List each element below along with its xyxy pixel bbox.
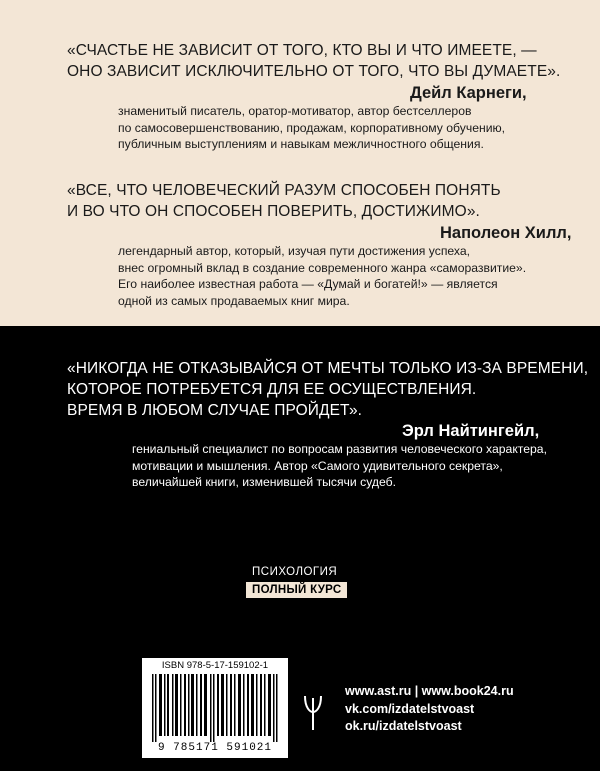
quote-2-line-2: И ВО ЧТО ОН СПОСОБЕН ПОВЕРИТЬ, ДОСТИЖИМО». — [67, 203, 480, 220]
series-label — [246, 566, 358, 598]
quote-3-description — [132, 441, 547, 491]
quote-2-desc-line-3: Его наиболее известная работа — «Думай и богатей!» — является — [118, 277, 498, 291]
quote-1-desc-line-1: знаменитый писатель, оратор-мотиватор, автор бестселлеров — [118, 104, 472, 118]
quote-2-author: Наполеон Хилл, — [440, 224, 572, 242]
quote-1-description — [118, 103, 505, 153]
quote-3-author-name: Эрл Найтингейл — [402, 422, 535, 440]
quote-1-author: Дейл Карнеги, — [410, 84, 527, 102]
publisher-links — [345, 683, 514, 736]
quote-1-desc-line-2: по самосовершенствованию, продажам, корпоративному обучению, — [118, 120, 506, 135]
quote-1-author-name: Дейл Карнеги — [410, 84, 523, 102]
quote-3-author: Эрл Найтингейл, — [402, 422, 540, 440]
link-vk[interactable]: vk.com/izdatelstvoast — [345, 701, 475, 716]
quote-2 — [67, 180, 501, 222]
link-ok[interactable]: ok.ru/izdatelstvoast — [345, 719, 462, 733]
quote-2-line-1: «ВСЕ, ЧТО ЧЕЛОВЕЧЕСКИЙ РАЗУМ СПОСОБЕН ПОНЯТЬ — [67, 182, 501, 199]
quote-3-line-3: ВРЕМЯ В ЛЮБОМ СЛУЧАЕ ПРОЙДЕТ». — [67, 402, 363, 419]
isbn-text: ISBN 978-5-17-159102-1 — [161, 660, 269, 671]
series-line-2: ПОЛНЫЙ КУРС — [246, 582, 347, 598]
quote-3-desc-line-3: величайшей книги, изменившей тысячи судеб. — [132, 475, 397, 489]
quote-3-desc-line-1: гениальный специалист по вопросам развития человеческого характера, — [132, 442, 547, 456]
quote-1-line-2: ОНО ЗАВИСИТ ИСКЛЮЧИТЕЛЬНО ОТ ТОГО, ЧТО ВЫ ДУМАЕТЕ». — [67, 63, 561, 80]
quote-1-line-1: «СЧАСТЬЕ НЕ ЗАВИСИТ ОТ ТОГО, КТО ВЫ И ЧТО ИМЕЕТЕ, — — [67, 42, 537, 59]
quote-2-author-name: Наполеон Хилл — [440, 224, 567, 242]
barcode-bars — [150, 674, 280, 742]
quote-3-line-1: «НИКОГДА НЕ ОТКАЗЫВАЙСЯ ОТ МЕЧТЫ ТОЛЬКО ИЗ-ЗА ВРЕМЕНИ, — [67, 360, 589, 377]
quote-2-desc-line-4: одной из самых продаваемых книг мира. — [118, 293, 350, 308]
series-line-1: ПСИХОЛОГИЯ — [252, 566, 338, 578]
quote-1 — [67, 40, 560, 82]
quote-2-desc-line-2: внес огромный вклад в создание современного жанра «саморазвитие». — [118, 260, 527, 275]
barcode — [142, 658, 288, 758]
quote-3 — [67, 358, 588, 421]
quote-2-description — [118, 243, 526, 309]
quote-3-line-2: КОТОРОЕ ПОТРЕБУЕТСЯ ДЛЯ ЕЕ ОСУЩЕСТВЛЕНИЯ. — [67, 381, 477, 398]
quote-2-desc-line-1: легендарный автор, который, изучая пути достижения успеха, — [118, 244, 471, 258]
publisher-logo-icon — [302, 692, 324, 732]
quote-1-desc-line-3: публичным выступлениям и навыкам межличностного общения. — [118, 137, 484, 151]
barcode-digits: 9 785171 591021 — [157, 742, 273, 754]
link-websites[interactable]: www.ast.ru | www.book24.ru — [345, 684, 514, 698]
quote-3-desc-line-2: мотивации и мышления. Автор «Самого удивительного секрета», — [132, 458, 503, 473]
